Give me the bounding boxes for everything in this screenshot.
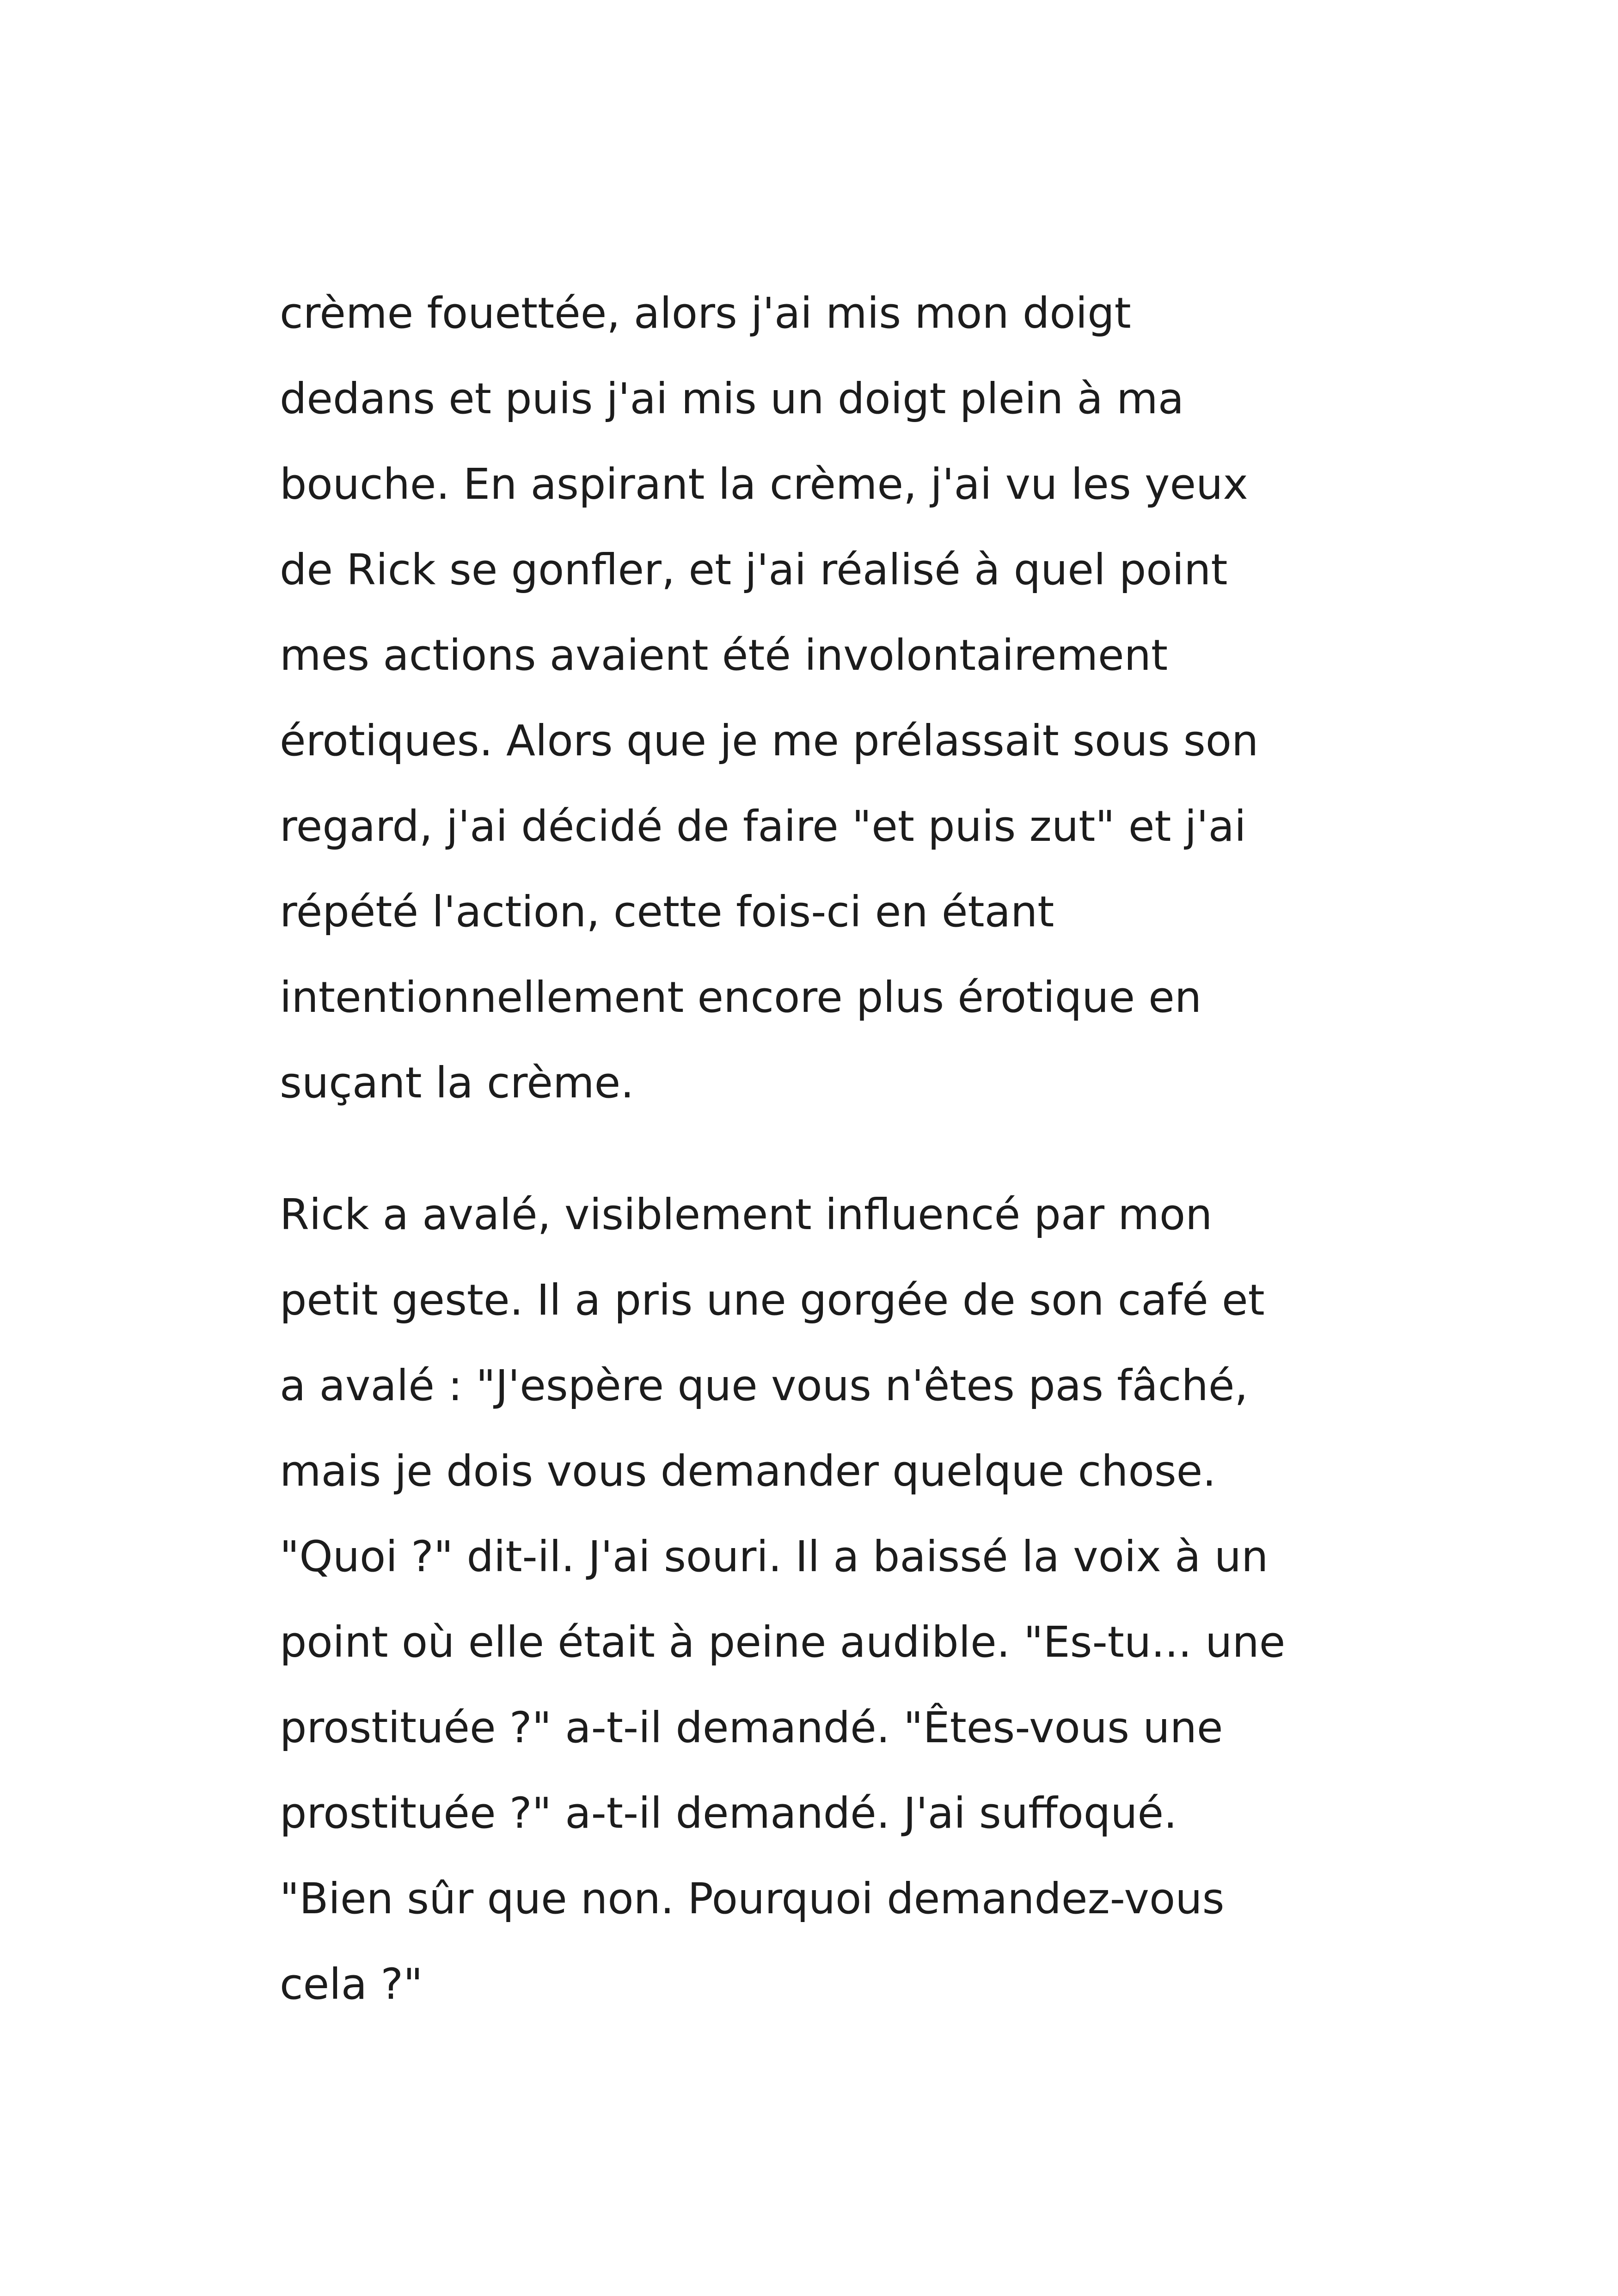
paragraph-line: a avalé : "J'espère que vous n'êtes pas fâché, [280,1361,1248,1410]
paragraph-line: bouche. En aspirant la crème, j'ai vu les yeux [280,459,1248,509]
paragraph-line: regard, j'ai décidé de faire "et puis zut" et j'ai [280,802,1246,851]
paragraph-line: prostituée ?" a-t-il demandé. J'ai suffoqué. [280,1788,1177,1838]
paragraph-line: mais je dois vous demander quelque chose. [280,1446,1216,1496]
paragraph-2 [280,1172,1357,2027]
paragraph-line: petit geste. Il a pris une gorgée de son café et [280,1275,1265,1325]
paragraph-line: dedans et puis j'ai mis un doigt plein à ma [280,374,1184,423]
paragraph-line: "Quoi ?" dit-il. J'ai souri. Il a baissé la voix à un [280,1532,1269,1581]
paragraph-line: Rick a avalé, visiblement influencé par mon [280,1190,1213,1239]
paragraph-line: crème fouettée, alors j'ai mis mon doigt [280,288,1131,338]
paragraph-line: cela ?" [280,1959,423,2009]
paragraph-line: intentionnellement encore plus érotique en [280,973,1202,1022]
paragraph-line: érotiques. Alors que je me prélassait sous son [280,716,1259,765]
paragraph-line: de Rick se gonfler, et j'ai réalisé à quel point [280,545,1228,594]
paragraph-line: point où elle était à peine audible. "Es-tu... une [280,1617,1286,1667]
paragraph-line: répété l'action, cette fois-ci en étant [280,887,1054,937]
paragraph-1 [280,270,1357,1126]
paragraph-line: mes actions avaient été involontairement [280,631,1168,680]
paragraph-line: prostituée ?" a-t-il demandé. "Êtes-vous une [280,1703,1223,1752]
paragraph-line: "Bien sûr que non. Pourquoi demandez-vous [280,1874,1225,1923]
paragraph-line: suçant la crème. [280,1058,634,1108]
